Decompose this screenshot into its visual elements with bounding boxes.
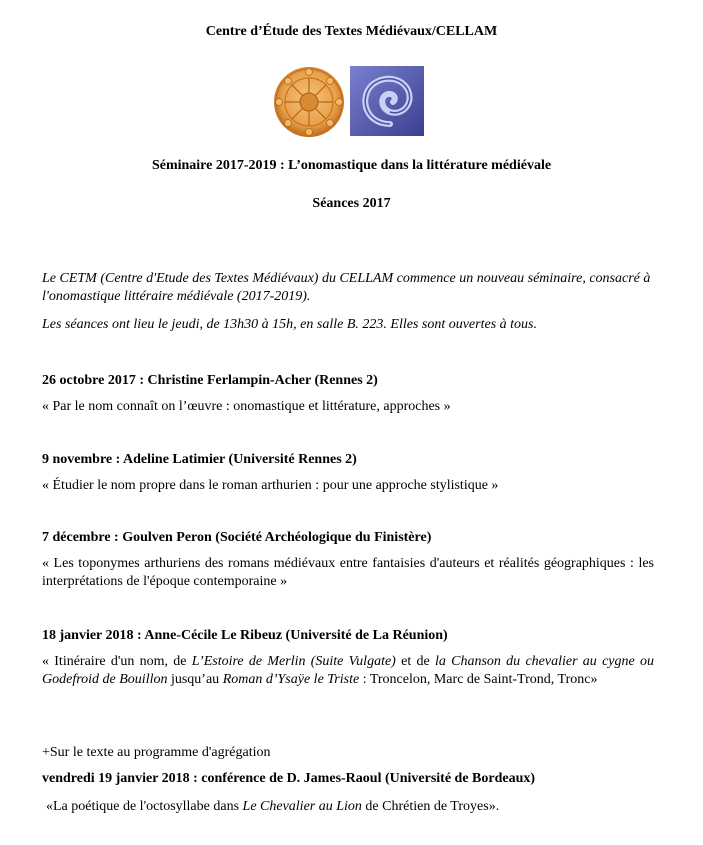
session-heading: 7 décembre : Goulven Peron (Société Archéologique du Finistère) [42, 530, 432, 545]
intro-schedule: Les séances ont lieu le jeudi, de 13h30 à 15h, en salle B. 223. Elles sont ouvertes à tous. [42, 317, 537, 332]
conference-title-text: de Chrétien de Troyes». [361, 799, 500, 814]
work-title: L’Estoire de Merlin (Suite Vulgate) [191, 654, 396, 669]
agregation-note: +Sur le texte au programme d'agrégation [42, 745, 271, 760]
session-heading: 26 octobre 2017 : Christine Ferlampin-Acher (Rennes 2) [42, 373, 378, 388]
conference-title [46, 798, 658, 816]
session-title: « Les toponymes arthuriens des romans médiévaux entre fantaisies d'auteurs et réalités géographiques : les interprétations de l'époque contemporaine » [42, 556, 654, 589]
session-title: « Par le nom connaît on l’œuvre : onomastique et littérature, approches » [42, 399, 451, 414]
work-title: Roman d’Ysaÿe le Triste [222, 672, 360, 687]
session-title-text: jusqu’au [167, 672, 223, 687]
session-title-text: et de [395, 654, 435, 669]
work-title: la Chanson du chevalier au cygne ou Godefroid de Bouillon [42, 654, 654, 687]
session-heading: 9 novembre : Adeline Latimier (Université Rennes 2) [42, 452, 357, 467]
session-title [42, 653, 654, 689]
session-heading: 18 janvier 2018 : Anne-Cécile Le Ribeuz (Université de La Réunion) [42, 628, 448, 643]
conference-title-text: «La poétique de l'octosyllabe dans [46, 799, 243, 814]
session-title-text: « Itinéraire d'un nom, de [42, 654, 192, 669]
conference-heading: vendredi 19 janvier 2018 : conférence de D. James-Raoul (Université de Bordeaux) [42, 771, 536, 786]
institution-title: Centre d’Étude des Textes Médiévaux/CELLAM [205, 24, 498, 39]
seminar-title: Séminaire 2017-2019 : L’onomastique dans la littérature médiévale [151, 158, 552, 173]
rose-window-logo-icon [272, 66, 346, 138]
session-title: « Étudier le nom propre dans le roman arthurien : pour une approche stylistique » [42, 478, 499, 493]
work-title: Le Chevalier au Lion [242, 799, 362, 814]
intro-paragraph: Le CETM (Centre d'Etude des Textes Médiévaux) du CELLAM commence un nouveau séminaire, consacré à l'onomastique littéraire médiévale (2017-2019). [42, 271, 651, 304]
sessions-title: Séances 2017 [312, 196, 391, 211]
logo-group [272, 66, 432, 138]
spiral-logo-icon [350, 66, 424, 136]
session-title-text: : Troncelon, Marc de Saint-Trond, Tronc» [359, 672, 598, 687]
